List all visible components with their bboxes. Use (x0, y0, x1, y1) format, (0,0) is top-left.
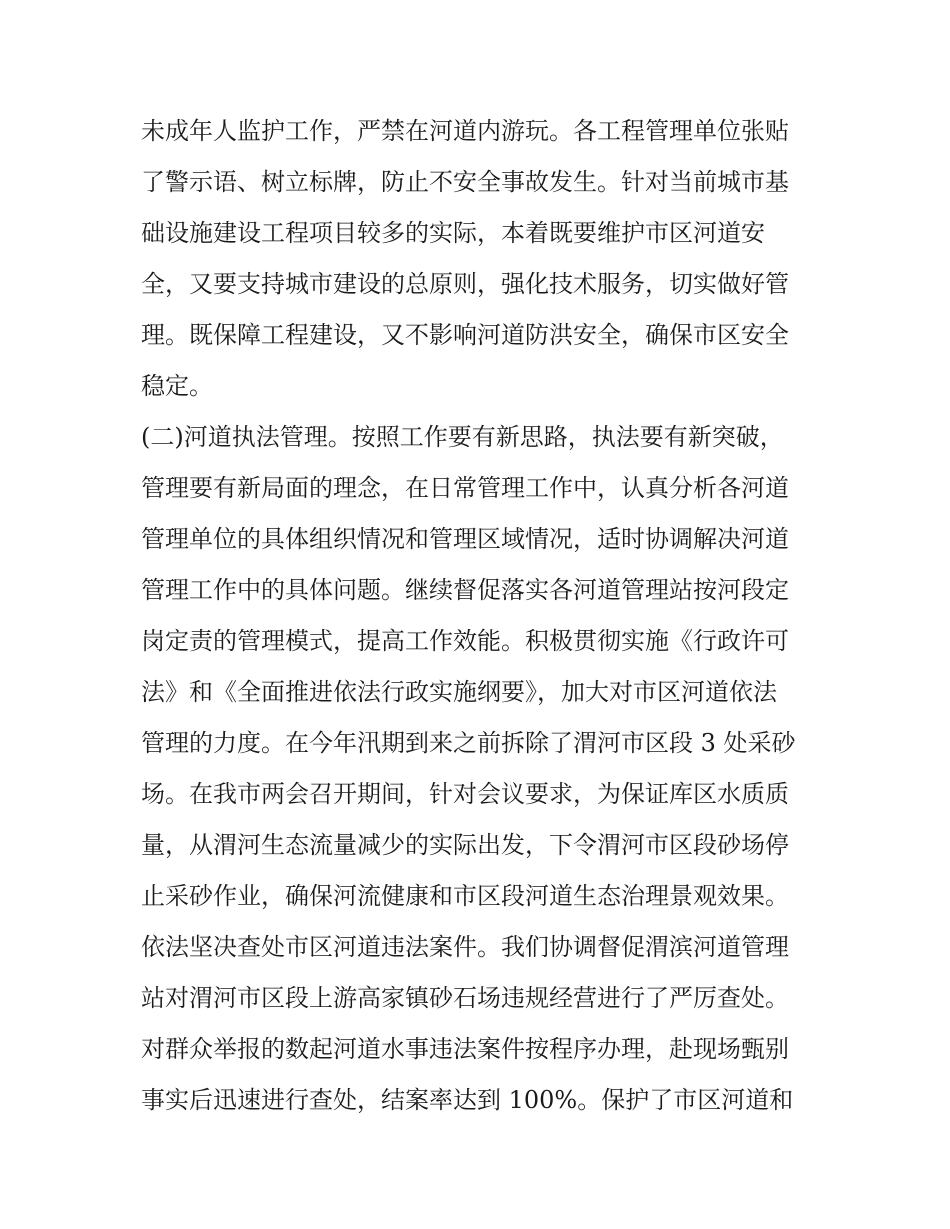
text-line: 础设施建设工程项目较多的实际，本着既要维护市区河道安 (141, 219, 765, 247)
text-line: 止采砂作业，确保河流健康和市区段河道生态治理景观效果。 (141, 882, 789, 910)
text-line: 管理要有新局面的理念，在日常管理工作中，认真分析各河道 (141, 474, 789, 502)
text-line: 事实后迅速进行查处，结案率达到 100%。保护了市区河道和 (141, 1086, 794, 1114)
text-line: 全，又要支持城市建设的总原则，强化技术服务，切实做好管 (141, 270, 789, 298)
text-line: 量，从渭河生态流量减少的实际出发，下令渭河市区段砂场停 (141, 831, 789, 859)
text-line: 岗定责的管理模式，提高工作效能。积极贯彻实施《行政许可 (141, 627, 789, 655)
text-line: 管理工作中的具体问题。继续督促落实各河道管理站按河段定 (141, 576, 789, 604)
text-line: 站对渭河市区段上游高家镇砂石场违规经营进行了严厉查处。 (141, 984, 789, 1012)
text-line: 理。既保障工程建设，又不影响河道防洪安全，确保市区安全 (141, 321, 789, 349)
text-line: 依法坚决查处市区河道违法案件。我们协调督促渭滨河道管理 (141, 933, 789, 961)
text-line: 场。在我市两会召开期间，针对会议要求，为保证库区水质质 (141, 780, 789, 808)
text-line: 了警示语、树立标牌，防止不安全事故发生。针对当前城市基 (141, 168, 789, 196)
text-line: 法》和《全面推进依法行政实施纲要》，加大对市区河道依法 (141, 678, 777, 706)
text-line: 未成年人监护工作，严禁在河道内游玩。各工程管理单位张贴 (141, 117, 789, 145)
text-line: 管理的力度。在今年汛期到来之前拆除了渭河市区段 3 处采砂 (141, 729, 796, 757)
text-line: 管理单位的具体组织情况和管理区域情况，适时协调解决河道 (141, 525, 789, 553)
text-line: 对群众举报的数起河道水事违法案件按程序办理，赴现场甄别 (141, 1035, 789, 1063)
text-line: 稳定。 (141, 372, 213, 400)
body-text (141, 106, 821, 1126)
section-heading-line: (二)河道执法管理。按照工作要有新思路，执法要有新突破， (141, 423, 784, 451)
